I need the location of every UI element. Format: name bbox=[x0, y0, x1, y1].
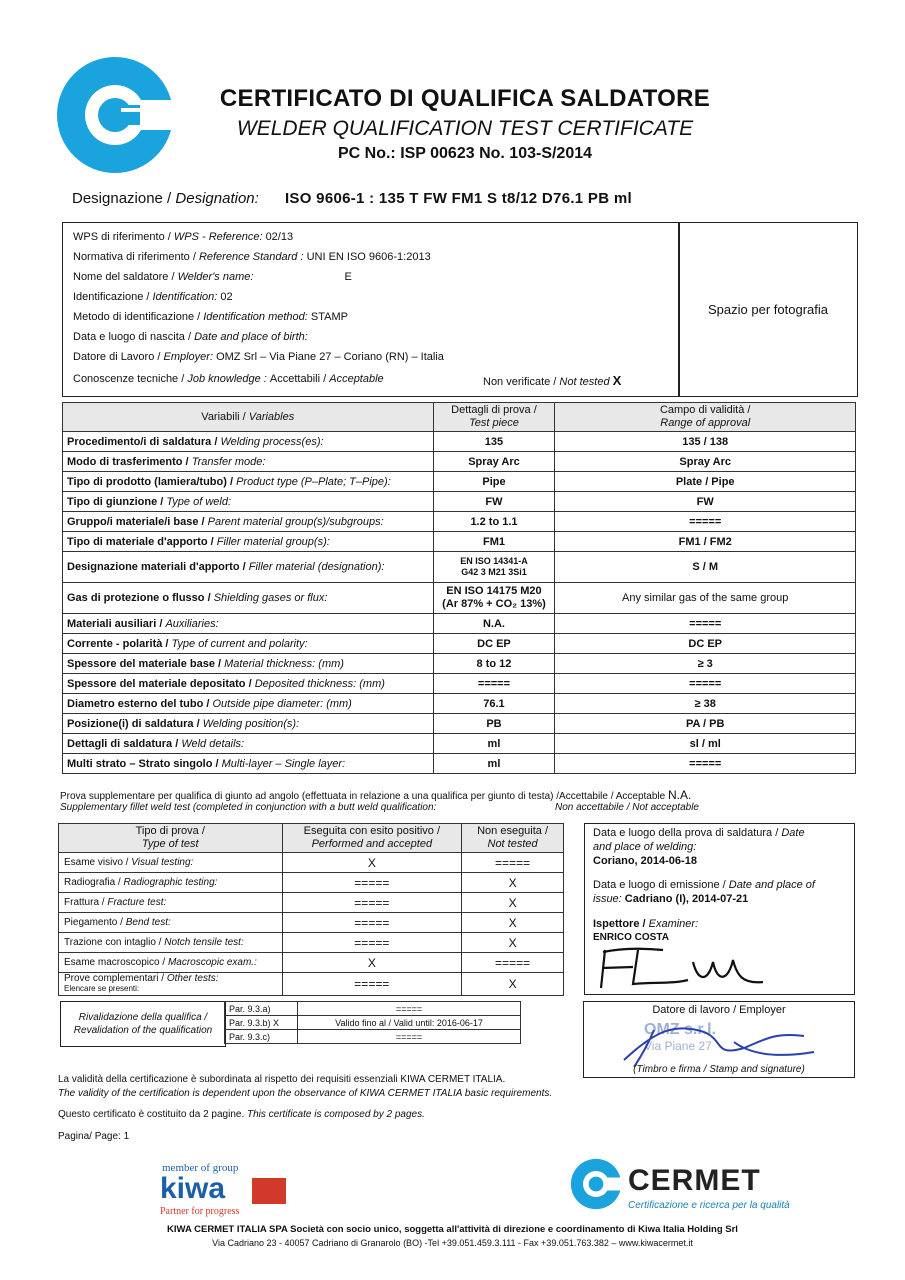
employer-box-title: Datore di lavoro / Employer bbox=[652, 1004, 786, 1016]
welder-info-box bbox=[62, 222, 680, 397]
test-row bbox=[59, 933, 564, 953]
variable-label: Diametro esterno del tubo / Outside pipe diameter: (mm) bbox=[63, 694, 434, 714]
stamp-label: (Timbro e firma / Stamp and signature) bbox=[633, 1064, 805, 1075]
variable-row bbox=[63, 532, 856, 552]
test-type: Frattura / Fracture test: bbox=[59, 893, 283, 913]
revalidation-value: Valido fino al / Valid until: 2016-06-17 bbox=[298, 1016, 521, 1030]
revalidation-par: Par. 9.3.b) X bbox=[225, 1016, 298, 1030]
performed-value: ===== bbox=[282, 893, 462, 913]
performed-value: ===== bbox=[282, 913, 462, 933]
range-header: Campo di validità / Range of approval bbox=[555, 403, 856, 432]
wps-line: WPS di riferimento / WPS - Reference: 02/13 bbox=[73, 231, 294, 243]
test-piece-value: 8 to 12 bbox=[433, 654, 555, 674]
dates-box bbox=[584, 823, 855, 995]
test-piece-value: Pipe bbox=[433, 472, 555, 492]
variables-header: Variabili / Variables bbox=[63, 403, 434, 432]
test-piece-value: ml bbox=[433, 734, 555, 754]
revalidation-row bbox=[225, 1030, 521, 1044]
range-value: ===== bbox=[555, 512, 856, 532]
test-piece-value: 135 bbox=[433, 432, 555, 452]
not-tested-value: X bbox=[462, 893, 564, 913]
variable-row bbox=[63, 614, 856, 634]
test-row bbox=[59, 913, 564, 933]
cermet-c-logo bbox=[55, 55, 175, 175]
test-type: Esame macroscopico / Macroscopic exam.: bbox=[59, 953, 283, 973]
range-value: FW bbox=[555, 492, 856, 512]
test-piece-value: FW bbox=[433, 492, 555, 512]
range-value: ≥ 38 bbox=[555, 694, 856, 714]
weld-date-block: Data e luogo della prova di saldatura / Date and place of welding: Coriano, 2014-06-18 bbox=[593, 827, 805, 867]
range-value: 135 / 138 bbox=[555, 432, 856, 452]
revalidation-row bbox=[225, 1002, 521, 1016]
test-piece-value: FM1 bbox=[433, 532, 555, 552]
test-piece-header: Dettagli di prova / Test piece bbox=[433, 403, 555, 432]
certificate-number: PC No.: ISP 00623 No. 103-S/2014 bbox=[337, 145, 593, 162]
svg-text:Via Piane 27: Via Piane 27 bbox=[644, 1039, 712, 1053]
performed-value: X bbox=[282, 853, 462, 873]
page-number: Pagina/ Page: 1 bbox=[58, 1131, 130, 1142]
cermet-c-small-icon bbox=[570, 1158, 622, 1210]
revalidation-value: ===== bbox=[298, 1030, 521, 1044]
performed-value: ===== bbox=[282, 933, 462, 953]
performed-value: X bbox=[282, 953, 462, 973]
variable-row bbox=[63, 472, 856, 492]
test-type: Radiografia / Radiographic testing: bbox=[59, 873, 283, 893]
footer-company: KIWA CERMET ITALIA SPA Società con socio unico, soggetta all'attività di direzione e coordinamento di Kiwa Italia Holding Srl bbox=[167, 1224, 738, 1235]
range-value: sl / ml bbox=[555, 734, 856, 754]
variable-row bbox=[63, 512, 856, 532]
range-value: Spray Arc bbox=[555, 452, 856, 472]
not-tested-value: X bbox=[462, 933, 564, 953]
identification-line: Identificazione / Identification: 02 bbox=[73, 291, 233, 303]
test-piece-value: 76.1 bbox=[433, 694, 555, 714]
examiner-signature bbox=[593, 942, 793, 992]
title-italian: CERTIFICATO DI QUALIFICA SALDATORE bbox=[219, 85, 711, 112]
not-tested-line: Non verificate / Not tested X bbox=[483, 373, 622, 388]
revalidation-value: ===== bbox=[298, 1002, 521, 1016]
variable-label: Tipo di giunzione / Type of weld: bbox=[63, 492, 434, 512]
test-type: Trazione con intaglio / Notch tensile test: bbox=[59, 933, 283, 953]
test-piece-value: PB bbox=[433, 714, 555, 734]
variable-label: Spessore del materiale base / Material thickness: (mm) bbox=[63, 654, 434, 674]
supplementary-not-acceptable: Non accettabile / Not acceptable bbox=[555, 802, 699, 813]
knowledge-line: Conoscenze tecniche / Job knowledge : Accettabili / Acceptable bbox=[73, 373, 384, 385]
designation-label-en: Designation: bbox=[175, 190, 259, 207]
range-value: ===== bbox=[555, 674, 856, 694]
test-row bbox=[59, 873, 564, 893]
test-piece-value: EN ISO 14175 M20 (Ar 87% + CO₂ 13%) bbox=[433, 583, 555, 614]
variable-label: Gas di protezione o flusso / Shielding gases or flux: bbox=[63, 583, 434, 614]
range-value: S / M bbox=[555, 552, 856, 583]
variable-label: Gruppo/i materiale/i base / Parent material group(s)/subgroups: bbox=[63, 512, 434, 532]
test-piece-value: DC EP bbox=[433, 634, 555, 654]
variable-row bbox=[63, 714, 856, 734]
test-row bbox=[59, 973, 564, 996]
variable-label: Tipo di prodotto (lamiera/tubo) / Product type (P–Plate; T–Pipe): bbox=[63, 472, 434, 492]
variable-row bbox=[63, 674, 856, 694]
method-line: Metodo di identificazione / Identification method: STAMP bbox=[73, 311, 348, 323]
test-piece-value: N.A. bbox=[433, 614, 555, 634]
variable-row bbox=[63, 734, 856, 754]
variable-row bbox=[63, 583, 856, 614]
validity-note-en: The validity of the certification is dependent upon the observance of KIWA CERMET ITALIA basic requirements. bbox=[58, 1088, 553, 1099]
test-type: Esame visivo / Visual testing: bbox=[59, 853, 283, 873]
range-value: ≥ 3 bbox=[555, 654, 856, 674]
title-english: WELDER QUALIFICATION TEST CERTIFICATE bbox=[236, 117, 694, 140]
range-value: ===== bbox=[555, 754, 856, 774]
test-piece-value: 1.2 to 1.1 bbox=[433, 512, 555, 532]
test-piece-value: ===== bbox=[433, 674, 555, 694]
performed-header: Eseguita con esito positivo / Performed and accepted bbox=[282, 824, 462, 853]
test-type: Piegamento / Bend test: bbox=[59, 913, 283, 933]
variable-label: Posizione(i) di saldatura / Welding position(s): bbox=[63, 714, 434, 734]
issue-date-block: Data e luogo di emissione / Date and place of issue: Cadriano (I), 2014-07-21 bbox=[593, 879, 815, 905]
variable-label: Modo di trasferimento / Transfer mode: bbox=[63, 452, 434, 472]
supplementary-line-1: Prova supplementare per qualifica di giunto ad angolo (effettuata in relazione a una qualifica per giunto di testa) /Accettabile / Acceptable N.A. bbox=[60, 788, 692, 802]
variable-label: Spessore del materiale depositato / Deposited thickness: (mm) bbox=[63, 674, 434, 694]
employer-stamp-box bbox=[583, 1001, 855, 1078]
cermet-footer-logo: CERMET Certificazione e ricerca per la qualità bbox=[570, 1158, 780, 1218]
not-tested-value: ===== bbox=[462, 853, 564, 873]
variable-row bbox=[63, 552, 856, 583]
variable-label: Corrente - polarità / Type of current and polarity: bbox=[63, 634, 434, 654]
performed-value: ===== bbox=[282, 973, 462, 996]
not-tested-value: X bbox=[462, 913, 564, 933]
employer-stamp-signature bbox=[614, 1012, 844, 1067]
welder-name-line: Nome del saldatore / Welder's name: E bbox=[73, 271, 352, 283]
variable-row bbox=[63, 492, 856, 512]
test-row bbox=[59, 953, 564, 973]
performed-value: ===== bbox=[282, 873, 462, 893]
kiwa-logo: member of group kiwa Partner for progress bbox=[160, 1162, 290, 1218]
variable-label: Multi strato – Strato singolo / Multi-layer – Single layer: bbox=[63, 754, 434, 774]
employer-line: Datore di Lavoro / Employer: OMZ Srl – Via Piane 27 – Coriano (RN) – Italia bbox=[73, 351, 444, 363]
kiwa-bird-icon bbox=[252, 1178, 286, 1204]
test-piece-value: EN ISO 14341-A G42 3 M21 3Si1 bbox=[433, 552, 555, 583]
tests-table bbox=[58, 823, 564, 996]
variable-label: Procedimento/i di saldatura / Welding process(es): bbox=[63, 432, 434, 452]
revalidation-par: Par. 9.3.a) bbox=[225, 1002, 298, 1016]
variable-label: Tipo di materiale d'apporto / Filler material group(s): bbox=[63, 532, 434, 552]
test-piece-value: Spray Arc bbox=[433, 452, 555, 472]
validity-note-it: La validità della certificazione è subordinata al rispetto dei requisiti essenziali KIWA CERMET ITALIA. bbox=[58, 1074, 506, 1085]
not-tested-header: Non eseguita / Not tested bbox=[462, 824, 564, 853]
type-of-test-header: Tipo di prova / Type of test bbox=[59, 824, 283, 853]
footer-address: Via Cadriano 23 - 40057 Cadriano di Granarolo (BO) -Tel +39.051.459.3.111 - Fax +39.051.763.382 – www.kiwacermet.it bbox=[212, 1238, 693, 1248]
not-tested-value: X bbox=[462, 973, 564, 996]
designation-label-it: Designazione / bbox=[72, 190, 176, 207]
test-type: Prove complementari / Other tests: Elencare se presenti: bbox=[59, 973, 283, 996]
range-value: DC EP bbox=[555, 634, 856, 654]
revalidation-row bbox=[225, 1016, 521, 1030]
range-value: Any similar gas of the same group bbox=[555, 583, 856, 614]
revalidation-par: Par. 9.3.c) bbox=[225, 1030, 298, 1044]
not-tested-value: ===== bbox=[462, 953, 564, 973]
svg-text:OMZ s.r.l.: OMZ s.r.l. bbox=[644, 1021, 717, 1038]
designation-value: ISO 9606-1 : 135 T FW FM1 S t8/12 D76.1 PB ml bbox=[284, 190, 632, 207]
test-row bbox=[59, 893, 564, 913]
test-piece-value: ml bbox=[433, 754, 555, 774]
variable-row bbox=[63, 754, 856, 774]
supplementary-line-2: Supplementary fillet weld test (completed in conjunction with a butt weld qualification: bbox=[60, 802, 437, 813]
revalidation-label: Rivalidazione della qualifica / Revalidation of the qualification bbox=[60, 1001, 226, 1047]
variable-row bbox=[63, 694, 856, 714]
variables-table bbox=[62, 402, 856, 774]
test-row bbox=[59, 853, 564, 873]
variable-row bbox=[63, 634, 856, 654]
variable-label: Materiali ausiliari / Auxiliaries: bbox=[63, 614, 434, 634]
designation-line bbox=[72, 190, 632, 207]
variable-row bbox=[63, 654, 856, 674]
variable-row bbox=[63, 452, 856, 472]
birth-line: Data e luogo di nascita / Date and place of birth: bbox=[73, 331, 308, 343]
examiner-block: Ispettore / Examiner: ENRICO COSTA bbox=[593, 918, 699, 943]
variable-row bbox=[63, 432, 856, 452]
photo-space: Spazio per fotografia bbox=[678, 222, 858, 397]
range-value: ===== bbox=[555, 614, 856, 634]
variable-label: Designazione materiali d'apporto / Filler material (designation): bbox=[63, 552, 434, 583]
revalidation-table bbox=[224, 1001, 521, 1044]
range-value: FM1 / FM2 bbox=[555, 532, 856, 552]
variable-label: Dettagli di saldatura / Weld details: bbox=[63, 734, 434, 754]
range-value: PA / PB bbox=[555, 714, 856, 734]
not-tested-value: X bbox=[462, 873, 564, 893]
range-value: Plate / Pipe bbox=[555, 472, 856, 492]
standard-line: Normativa di riferimento / Reference Standard : UNI EN ISO 9606-1:2013 bbox=[73, 251, 431, 263]
pages-note: Questo certificato è costituito da 2 pagine. This certificate is composed by 2 pages. bbox=[58, 1109, 425, 1120]
